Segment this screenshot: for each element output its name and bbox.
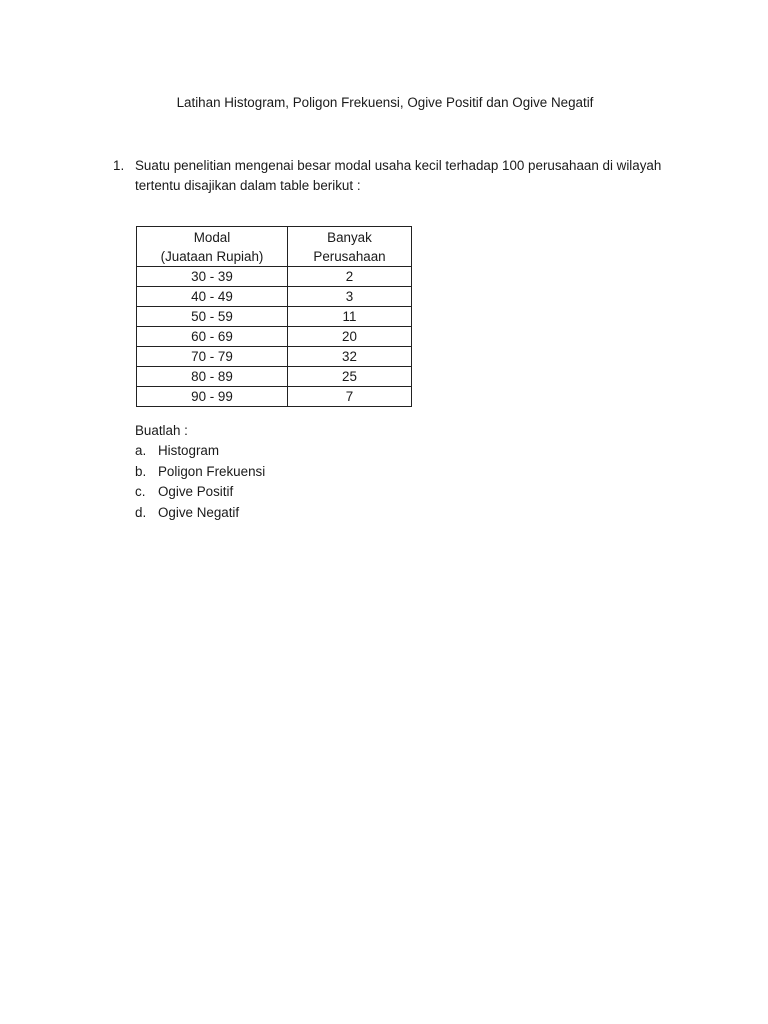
cell-count: 20 xyxy=(288,327,412,347)
cell-range: 30 - 39 xyxy=(137,267,288,287)
document-title: Latihan Histogram, Poligon Frekuensi, Ogive Positif dan Ogive Negatif xyxy=(176,95,594,110)
list-item-letter: d. xyxy=(135,504,147,520)
cell-range: 40 - 49 xyxy=(137,287,288,307)
frequency-table xyxy=(136,226,412,407)
header-count-line-2: Perusahaan xyxy=(313,249,386,264)
list-item-letter: c. xyxy=(135,484,146,500)
list-item xyxy=(135,441,265,461)
list-item-label: Histogram xyxy=(158,443,220,459)
list-item xyxy=(135,482,265,502)
table-header-row xyxy=(137,227,412,267)
table-row xyxy=(137,347,412,367)
cell-range: 50 - 59 xyxy=(137,307,288,327)
table-row xyxy=(137,387,412,407)
question-text-line-1: Suatu penelitian mengenai besar modal usaha kecil terhadap 100 perusahaan di wilayah xyxy=(135,158,662,173)
cell-range: 60 - 69 xyxy=(137,327,288,347)
cell-range: 80 - 89 xyxy=(137,367,288,387)
table-row xyxy=(137,267,412,287)
cell-range: 70 - 79 xyxy=(137,347,288,367)
table-row xyxy=(137,327,412,347)
list-item xyxy=(135,462,265,482)
list-item-label: Ogive Positif xyxy=(158,484,234,500)
header-banyak-perusahaan xyxy=(288,227,412,267)
table-row xyxy=(137,287,412,307)
cell-count: 3 xyxy=(288,287,412,307)
cell-count: 25 xyxy=(288,367,412,387)
list-item-letter: b. xyxy=(135,463,147,479)
header-modal-line-1: Modal xyxy=(193,230,231,245)
task-intro: Buatlah : xyxy=(135,423,188,438)
cell-count: 32 xyxy=(288,347,412,367)
list-item xyxy=(135,503,265,523)
task-list xyxy=(135,421,265,523)
question-number: 1. xyxy=(113,158,125,173)
header-modal xyxy=(137,227,288,267)
question-text-line-2: tertentu disajikan dalam table berikut : xyxy=(135,178,361,193)
task-items xyxy=(135,441,265,523)
table-row xyxy=(137,367,412,387)
cell-count: 7 xyxy=(288,387,412,407)
cell-count: 11 xyxy=(288,307,412,327)
cell-range: 90 - 99 xyxy=(137,387,288,407)
list-item-label: Ogive Negatif xyxy=(158,504,240,520)
list-item-label: Poligon Frekuensi xyxy=(158,463,266,479)
list-item-letter: a. xyxy=(135,443,147,459)
table-row xyxy=(137,307,412,327)
cell-count: 2 xyxy=(288,267,412,287)
question-text xyxy=(135,156,695,196)
header-modal-line-2: (Juataan Rupiah) xyxy=(160,249,264,264)
header-count-line-1: Banyak xyxy=(327,230,372,245)
